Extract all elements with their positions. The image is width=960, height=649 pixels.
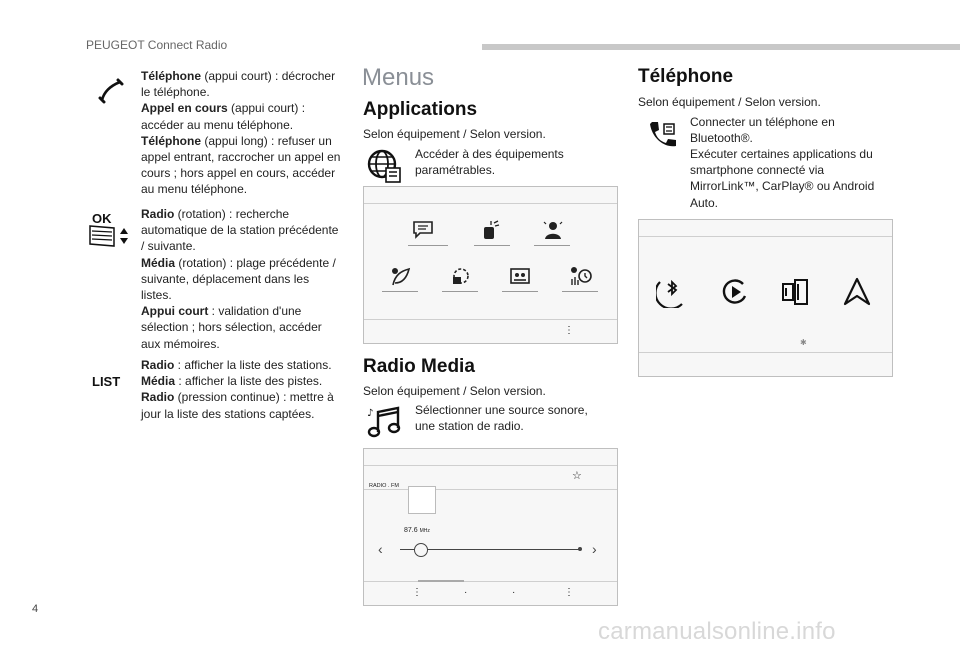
radio-source-label: RADIO . FM — [369, 483, 399, 489]
phone-keypad-icon — [644, 118, 678, 154]
scroll-wheel-icon — [88, 224, 132, 248]
radio-media-title: Radio Media — [363, 356, 475, 377]
radio-dot-icon-1[interactable]: · — [464, 587, 468, 598]
apps-timer-icon[interactable] — [569, 265, 593, 292]
previous-station-icon[interactable]: ‹ — [378, 541, 383, 557]
next-station-icon[interactable]: › — [592, 541, 597, 557]
control-action: (rotation) : recherche automatique de la station précédente / suivante. — [141, 207, 339, 254]
carplay-icon[interactable] — [719, 276, 751, 313]
radio-menu-icon[interactable]: ⋮ — [412, 587, 422, 598]
control-action: (appui court) : décrocher le téléphone. — [141, 69, 336, 100]
frequency-slider-handle[interactable] — [414, 543, 428, 557]
control-name: Téléphone — [141, 133, 202, 148]
control-name: Téléphone — [141, 69, 202, 83]
control-action: : afficher la liste des stations. — [174, 358, 332, 372]
control-action: : afficher la liste des pistes. — [175, 374, 323, 389]
control-name: Média — [141, 255, 176, 270]
control-action: : validation d'une sélection ; hors sélection, accéder aux mémoires. — [141, 304, 322, 351]
applications-intro: Selon équipement / Selon version. — [363, 127, 546, 141]
apps-profile-icon[interactable] — [542, 219, 564, 246]
control-name: Radio — [141, 207, 175, 221]
page-number: 4 — [32, 603, 39, 615]
radio-dot-icon-2[interactable]: · — [512, 587, 516, 598]
station-artwork — [408, 486, 436, 514]
applications-globe-icon — [366, 148, 402, 184]
control-name: Radio — [141, 358, 175, 372]
list-block-line — [141, 373, 341, 389]
control-name: Appel en cours — [141, 101, 228, 116]
radio-screen — [363, 448, 618, 606]
radio-block-line — [141, 206, 341, 255]
header-title: PEUGEOT Connect Radio — [86, 38, 228, 52]
telephone-block-line — [141, 133, 341, 198]
radio-description — [141, 206, 341, 352]
bluetooth-status-icon: ✱ — [800, 338, 807, 347]
telephone-block-line — [141, 68, 341, 100]
radio-media-intro: Selon équipement / Selon version. — [363, 384, 546, 398]
control-name: Média — [141, 374, 176, 389]
apps-touch-icon[interactable] — [480, 219, 502, 246]
control-action: (appui long) : refuser un appel entrant, raccrocher un appel en cours ; hors appel en cours, accéder au menu téléphone. — [141, 133, 341, 197]
telephone-description — [141, 68, 341, 198]
list-description — [141, 357, 341, 422]
list-label: LIST — [92, 374, 121, 389]
radio-media-description: Sélectionner une source sonore, une station de radio. — [415, 403, 588, 434]
control-action: (pression continue) : mettre à jour la liste des stations captées. — [141, 390, 334, 421]
slider-end-dot — [578, 547, 582, 551]
list-block-line — [141, 389, 341, 421]
watermark: carmanualsonline.info — [598, 618, 836, 645]
applications-description: Accéder à des équipements paramétrables. — [415, 147, 564, 178]
apps-messages-icon[interactable] — [412, 219, 434, 244]
favorite-star-icon[interactable]: ☆ — [572, 470, 582, 482]
telephone-block-line — [141, 100, 341, 132]
apps-more-icon[interactable]: ⋮ — [564, 325, 574, 336]
telephone-title: Téléphone — [638, 66, 734, 87]
phone-handset-icon — [98, 78, 124, 104]
control-name: Appui court — [141, 304, 209, 319]
telephone-screen — [638, 219, 893, 377]
telephone-intro: Selon équipement / Selon version. — [638, 95, 821, 109]
frequency-readout: 87.6 MHz — [404, 527, 430, 534]
bluetooth-phone-icon[interactable] — [656, 276, 688, 313]
mirrorlink-icon[interactable] — [779, 276, 811, 313]
apps-contacts-icon[interactable] — [509, 265, 531, 292]
header-divider — [482, 44, 960, 50]
radio-block-line — [141, 303, 341, 352]
android-auto-icon[interactable] — [841, 276, 873, 313]
radio-more-icon[interactable]: ⋮ — [564, 587, 574, 598]
menus-title: Menus — [362, 64, 435, 91]
control-action: (rotation) : plage précédente / suivante, déplacement dans les listes. — [141, 255, 336, 303]
control-name: Radio — [141, 390, 175, 405]
telephone-description-2: Exécuter certaines applications du smartphone connecté via MirrorLink™, CarPlay® ou Android Auto. — [690, 147, 875, 210]
list-block-line — [141, 357, 341, 373]
apps-settings-icon[interactable] — [450, 265, 472, 292]
ok-label: OK — [92, 211, 112, 226]
control-action: (appui court) : accéder au menu téléphone. — [141, 101, 306, 132]
music-note-icon — [366, 404, 402, 440]
radio-block-line — [141, 255, 341, 304]
apps-eco-icon[interactable] — [389, 265, 411, 292]
applications-screen — [363, 186, 618, 344]
applications-title: Applications — [363, 99, 478, 120]
svg-text:♪: ♪ — [367, 408, 374, 419]
telephone-description-1: Connecter un téléphone en Bluetooth®. — [690, 115, 835, 146]
